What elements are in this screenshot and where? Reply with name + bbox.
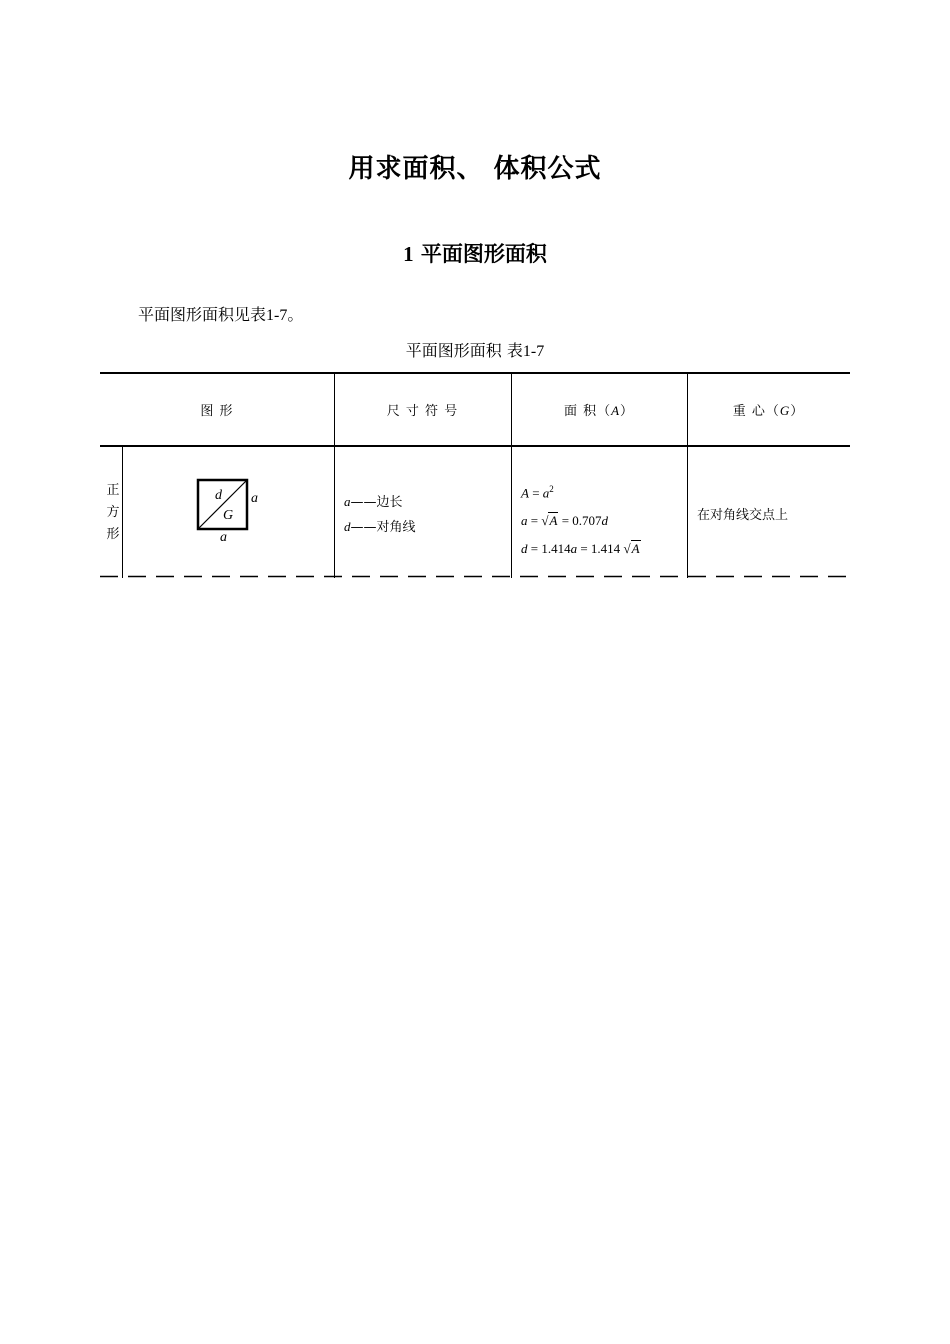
- formula-term: A: [521, 485, 529, 501]
- header-shape: 图 形: [200, 404, 234, 419]
- document-title: 用求面积、 体积公式: [348, 154, 602, 184]
- paragraph-end: 。: [287, 305, 304, 324]
- header-centroid-prefix: 重 心（: [732, 404, 780, 419]
- sqrt-sign: √: [623, 541, 631, 557]
- symbol-var: d: [344, 519, 351, 534]
- symbol-var: a: [344, 494, 351, 509]
- square-figure: [192, 475, 272, 541]
- formula-op: =: [528, 485, 543, 501]
- formula-op: = 1.414: [527, 541, 571, 557]
- figure-label-a-right: a: [251, 491, 258, 506]
- figure-label-a-bottom: a: [220, 530, 227, 541]
- header-centroid-suffix: ）: [790, 404, 805, 419]
- figure-label-g: G: [223, 508, 234, 523]
- sqrt-sign: √: [541, 513, 549, 529]
- formula-term: a: [570, 541, 578, 557]
- formula-line: [521, 535, 641, 563]
- formula-radicand: A: [631, 541, 640, 557]
- section-number: 1: [403, 242, 414, 266]
- formula-line: [521, 475, 641, 507]
- symbol-desc: 边长: [376, 495, 403, 510]
- formula-term: d: [601, 513, 609, 529]
- table-top-rule: [100, 372, 850, 374]
- header-area-var: A: [611, 403, 621, 418]
- row-label-char: 方: [106, 505, 120, 520]
- area-formulas: [521, 475, 641, 563]
- formula-exponent: 2: [549, 484, 554, 494]
- header-area: [511, 400, 687, 419]
- formula-radicand: A: [549, 513, 558, 529]
- symbol-dash: ——: [350, 520, 377, 535]
- table-header-rule: [100, 445, 850, 447]
- row-label-char: 形: [106, 527, 120, 542]
- section-title: 平面图形面积: [420, 242, 547, 266]
- caption-table-ref: 1-7: [522, 343, 545, 360]
- formula-op: =: [527, 513, 542, 529]
- formula-op: = 1.414: [577, 541, 624, 557]
- figure-label-d: d: [215, 488, 222, 503]
- centroid-description: 在对角线交点上: [697, 508, 789, 523]
- table-caption: [0, 338, 950, 361]
- symbol-item: [344, 515, 416, 540]
- formula-term: d: [521, 541, 528, 557]
- header-area-prefix: 面 积（: [563, 404, 612, 419]
- paragraph-table-ref: 1-7: [266, 307, 288, 324]
- symbol-list: [344, 490, 416, 540]
- row-label-divider: [122, 447, 123, 578]
- row-label-char: 正: [106, 483, 120, 498]
- symbol-item: [344, 490, 416, 515]
- header-symbols: 尺 寸 符 号: [386, 404, 459, 419]
- section-heading: [0, 238, 950, 268]
- caption-text: 平面图形面积 表: [405, 341, 523, 360]
- header-area-suffix: ）: [620, 404, 635, 419]
- row-label-square: [104, 480, 122, 546]
- header-centroid: [687, 400, 850, 419]
- intro-paragraph: [138, 302, 303, 325]
- symbol-desc: 对角线: [376, 520, 416, 535]
- paragraph-text: 平面图形面积见表: [138, 305, 267, 324]
- formula-term: a: [542, 485, 550, 501]
- area-table: [100, 372, 850, 578]
- formula-term: a: [521, 513, 528, 529]
- formula-op: = 0.707: [558, 513, 602, 529]
- header-centroid-var: G: [779, 403, 791, 418]
- symbol-dash: ——: [350, 495, 377, 510]
- formula-line: [521, 507, 641, 535]
- table-cut-edge: [100, 575, 850, 578]
